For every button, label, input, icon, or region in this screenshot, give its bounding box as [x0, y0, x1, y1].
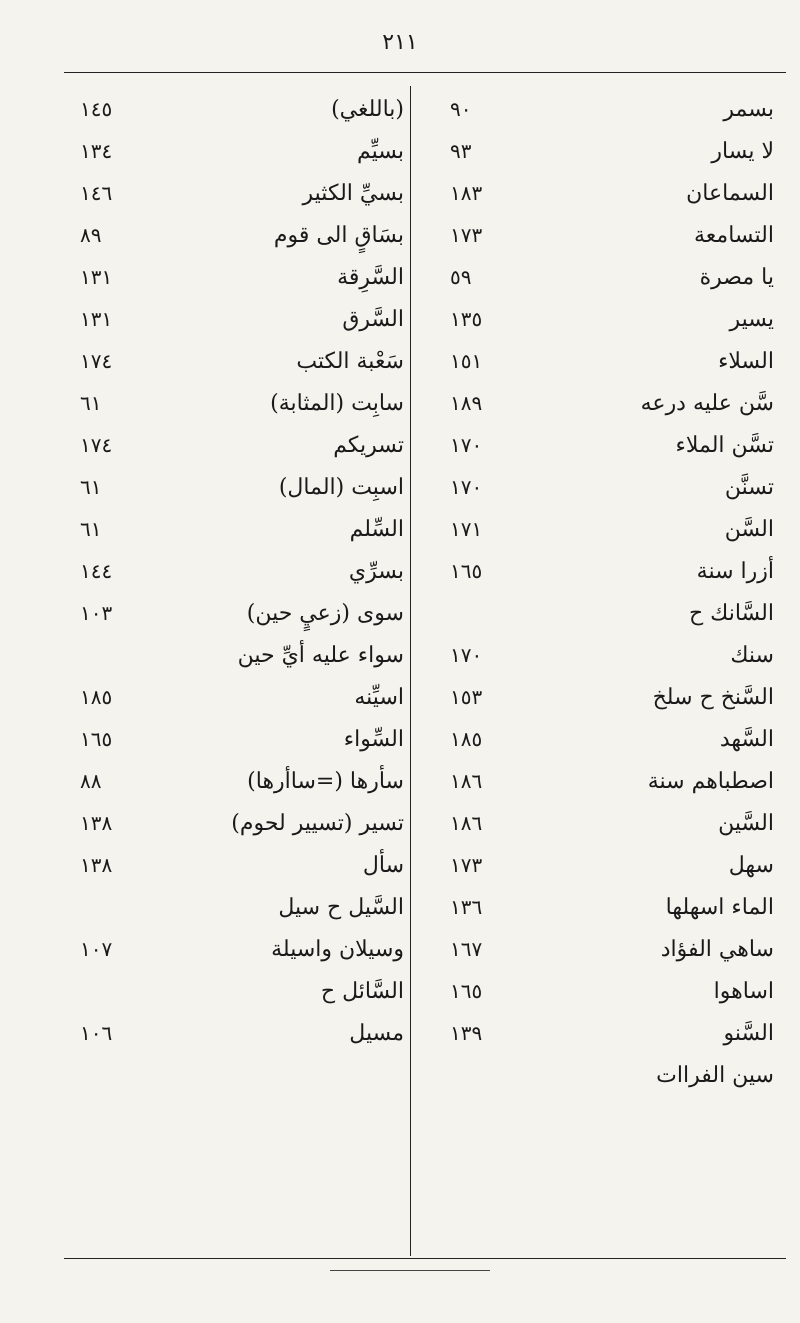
index-entry	[450, 550, 780, 592]
index-term: السِّلم	[349, 516, 404, 542]
page-reference: ١٤٦	[80, 181, 113, 205]
index-term: التسامعة	[694, 222, 774, 248]
index-entry	[450, 88, 780, 130]
index-term: اسيِّنه	[354, 684, 404, 710]
index-entry	[80, 466, 410, 508]
page-reference: ٩٣	[450, 139, 472, 163]
index-entry	[450, 340, 780, 382]
page-reference: ١٣٥	[450, 307, 483, 331]
index-term: سابِت (المثابة)	[270, 390, 404, 416]
index-entry	[450, 382, 780, 424]
page-reference: ١٧١	[450, 517, 483, 541]
index-entry	[80, 172, 410, 214]
page-reference: ١٣٤	[80, 139, 113, 163]
page-reference: ٦١	[80, 517, 102, 541]
index-entry	[80, 1012, 410, 1054]
index-term: الماء اسهلها	[665, 894, 774, 920]
index-entry	[80, 340, 410, 382]
index-entry	[80, 130, 410, 172]
page-reference: ١٠٣	[80, 601, 113, 625]
index-entry	[450, 802, 780, 844]
index-term: السَّهد	[719, 726, 774, 752]
page-reference: ١٧٠	[450, 475, 483, 499]
page-reference: ١٠٦	[80, 1021, 113, 1045]
index-term: سأل	[362, 852, 404, 878]
index-entry	[450, 508, 780, 550]
page-reference: ١٨٥	[450, 727, 483, 751]
index-entry	[450, 676, 780, 718]
index-entry	[80, 88, 410, 130]
page-reference: ٦١	[80, 391, 102, 415]
top-rule	[64, 72, 786, 73]
index-term: أزرا سنة	[696, 558, 774, 584]
index-entry	[80, 970, 410, 1012]
left-column	[80, 88, 410, 1054]
index-term: يسير	[729, 306, 774, 332]
page-reference: ٦١	[80, 475, 102, 499]
index-term: سين الفراات	[656, 1062, 774, 1088]
page-reference: ١٥١	[450, 349, 483, 373]
index-entry	[450, 130, 780, 172]
index-entry	[450, 466, 780, 508]
page-reference: ١٦٥	[450, 979, 483, 1003]
index-entry	[80, 424, 410, 466]
page-reference: ١٧٠	[450, 433, 483, 457]
index-entry	[450, 256, 780, 298]
index-term: السِّواء	[343, 726, 404, 752]
index-term: سهل	[728, 852, 774, 878]
page-reference: ١٨٦	[450, 769, 483, 793]
page-reference: ٨٨	[80, 769, 102, 793]
index-term: بسَاقٍ الى قوم	[273, 222, 404, 248]
index-entry	[450, 172, 780, 214]
page-reference: ١٣٩	[450, 1021, 483, 1045]
index-entry	[450, 928, 780, 970]
index-entry	[450, 424, 780, 466]
index-entry	[80, 886, 410, 928]
index-entry	[80, 802, 410, 844]
page-reference: ١٦٥	[80, 727, 113, 751]
index-entry	[450, 634, 780, 676]
page-reference: ٨٩	[80, 223, 102, 247]
index-term: السَّين	[718, 810, 774, 836]
index-term: مسيل	[349, 1020, 404, 1046]
index-term: بسيِّم	[356, 138, 404, 164]
page-reference: ١٣١	[80, 265, 113, 289]
page-reference: ١٧٠	[450, 643, 483, 667]
index-term: بسرِّي	[348, 558, 404, 584]
index-entry	[450, 1012, 780, 1054]
index-term: السَّائل ح	[320, 978, 404, 1004]
index-term: السماعان	[686, 180, 774, 206]
index-entry	[80, 760, 410, 802]
index-term: السَّن	[724, 516, 774, 542]
index-entry	[450, 886, 780, 928]
index-term: بسيِّ الكثير	[302, 180, 404, 206]
index-term: السَّنخ ح سلخ	[652, 684, 774, 710]
page-reference: ١٦٥	[450, 559, 483, 583]
index-term: سنك	[730, 642, 774, 668]
index-term: اساهوا	[713, 978, 774, 1004]
page-number: ٢١١	[382, 30, 418, 55]
index-entry	[80, 634, 410, 676]
index-entry	[80, 298, 410, 340]
index-term: يا مصرة	[699, 264, 774, 290]
index-entry	[450, 844, 780, 886]
page-reference: ١٣٨	[80, 853, 113, 877]
footer-short-rule	[330, 1270, 490, 1271]
index-term: السَّرِقة	[337, 264, 404, 290]
index-term: بسمر	[723, 96, 774, 122]
index-entry	[80, 718, 410, 760]
index-term: سَّن عليه درعه	[640, 390, 774, 416]
index-term: سواء عليه أيِّ حين	[237, 642, 404, 668]
column-divider	[410, 86, 411, 1256]
page-reference: ١٥٣	[450, 685, 483, 709]
bottom-rule	[64, 1258, 786, 1259]
index-entry	[450, 1054, 780, 1096]
page-reference: ١٣٨	[80, 811, 113, 835]
page-reference: ١٧٤	[80, 349, 113, 373]
page-reference: ١٧٣	[450, 223, 483, 247]
index-term: اسبِت (المال)	[278, 474, 404, 500]
index-term: السَّرق	[342, 306, 404, 332]
page-reference: ١٨٦	[450, 811, 483, 835]
index-entry	[80, 592, 410, 634]
index-entry	[450, 592, 780, 634]
index-entry	[80, 508, 410, 550]
index-entry	[450, 214, 780, 256]
index-term: اصطباهم سنة	[647, 768, 774, 794]
index-entry	[80, 214, 410, 256]
index-entry	[80, 550, 410, 592]
index-term: سأرها (=ساأرها)	[247, 768, 404, 794]
page-reference: ١٤٤	[80, 559, 113, 583]
index-entry	[450, 298, 780, 340]
index-entry	[80, 256, 410, 298]
index-term: وسيلان واسيلة	[271, 936, 404, 962]
index-entry	[80, 844, 410, 886]
index-term: سَعْبة الكتب	[296, 348, 404, 374]
right-column	[450, 88, 780, 1096]
index-term: تسَّن الملاء	[675, 432, 774, 458]
page-reference: ١٨٥	[80, 685, 113, 709]
page-reference: ٩٠	[450, 97, 472, 121]
index-term: لا يسار	[711, 138, 774, 164]
index-term: ساهي الفؤاد	[660, 936, 774, 962]
index-term: سوى (زعيٍ حين)	[246, 600, 404, 626]
page-reference: ٥٩	[450, 265, 472, 289]
page-reference: ١٦٧	[450, 937, 483, 961]
page-reference: ١٨٣	[450, 181, 483, 205]
index-entry	[80, 676, 410, 718]
page-reference: ١٣٦	[450, 895, 483, 919]
index-entry	[450, 970, 780, 1012]
page-reference: ١٧٣	[450, 853, 483, 877]
index-entry	[80, 928, 410, 970]
index-entry	[450, 760, 780, 802]
index-entry	[450, 718, 780, 760]
index-term: السَّنو	[723, 1020, 774, 1046]
index-term: السَّانك ح	[688, 600, 774, 626]
page-reference: ١٣١	[80, 307, 113, 331]
page-reference: ١٠٧	[80, 937, 113, 961]
page-reference: ١٨٩	[450, 391, 483, 415]
index-term: تسريكم	[333, 432, 404, 458]
index-term: تسنَّن	[724, 474, 774, 500]
index-entry	[80, 382, 410, 424]
index-term: السَّيل ح سيل	[278, 894, 404, 920]
page-reference: ١٤٥	[80, 97, 113, 121]
page-reference: ١٧٤	[80, 433, 113, 457]
index-term: (باللغي)	[331, 96, 404, 122]
index-term: تسير (تسيير لحوم)	[231, 810, 404, 836]
index-term: السلاء	[718, 348, 774, 374]
